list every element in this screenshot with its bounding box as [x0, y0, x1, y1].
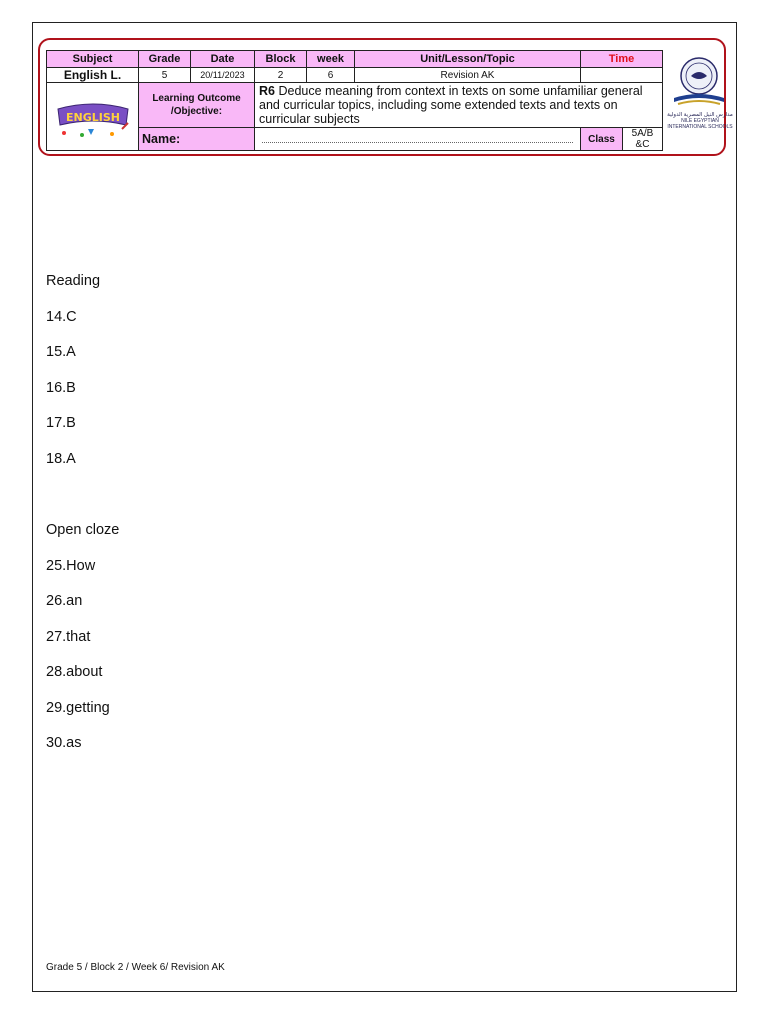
- answer-item: 18.A: [46, 450, 76, 467]
- grade-label: Grade: [139, 51, 191, 68]
- answer-item: 16.B: [46, 379, 76, 396]
- objective-text: Deduce meaning from context in texts on some unfamiliar general and curricular topics, including some extended texts and texts on curricular subjects: [259, 84, 643, 126]
- class-value: 5A/B &C: [623, 128, 663, 151]
- grade-value: 5: [139, 68, 191, 83]
- answer-item: 25.How: [46, 557, 96, 574]
- school-name-en: NILE EGYPTIAN INTERNATIONAL SCHOOLS: [667, 118, 733, 130]
- answer-item: 28.about: [46, 664, 103, 680]
- english-logo-text: ENGLISH: [65, 110, 120, 124]
- school-name-ar: مدارس النيل المصرية الدولية: [667, 112, 733, 118]
- school-name: [664, 112, 736, 130]
- week-value: 6: [307, 68, 355, 83]
- section-title: Reading: [46, 273, 101, 289]
- answer-key: [46, 268, 119, 766]
- subject-label: Subject: [47, 51, 139, 68]
- block-label: Block: [255, 51, 307, 68]
- answer-item: 26.an: [46, 593, 83, 609]
- time-label: Time: [581, 51, 663, 68]
- week-label: week: [307, 51, 355, 68]
- section-spacer: [46, 481, 119, 517]
- answer-item: 14.C: [46, 308, 77, 325]
- section-title: Open cloze: [46, 522, 120, 538]
- learning-outcome-label: Learning Outcome /Objective:: [139, 83, 255, 128]
- class-label: Class: [581, 128, 623, 151]
- answer-item: 15.A: [46, 344, 76, 360]
- header-outline: [38, 38, 726, 156]
- unit-value: Revision AK: [355, 68, 581, 83]
- answer-item: 17.B: [46, 415, 76, 431]
- subject-value: English L.: [47, 68, 139, 83]
- date-value: 20/11/2023: [191, 68, 255, 83]
- answer-item: 30.as: [46, 735, 82, 751]
- date-label: Date: [191, 51, 255, 68]
- block-value: 2: [255, 68, 307, 83]
- name-label: Name:: [139, 128, 255, 151]
- unit-label: Unit/Lesson/Topic: [355, 51, 581, 68]
- answer-item: 29.getting: [46, 699, 110, 716]
- objective-code: R6: [259, 84, 275, 98]
- page-footer: Grade 5 / Block 2 / Week 6/ Revision AK: [46, 962, 225, 973]
- answer-item: 27.that: [46, 628, 91, 645]
- page-frame: [32, 22, 737, 992]
